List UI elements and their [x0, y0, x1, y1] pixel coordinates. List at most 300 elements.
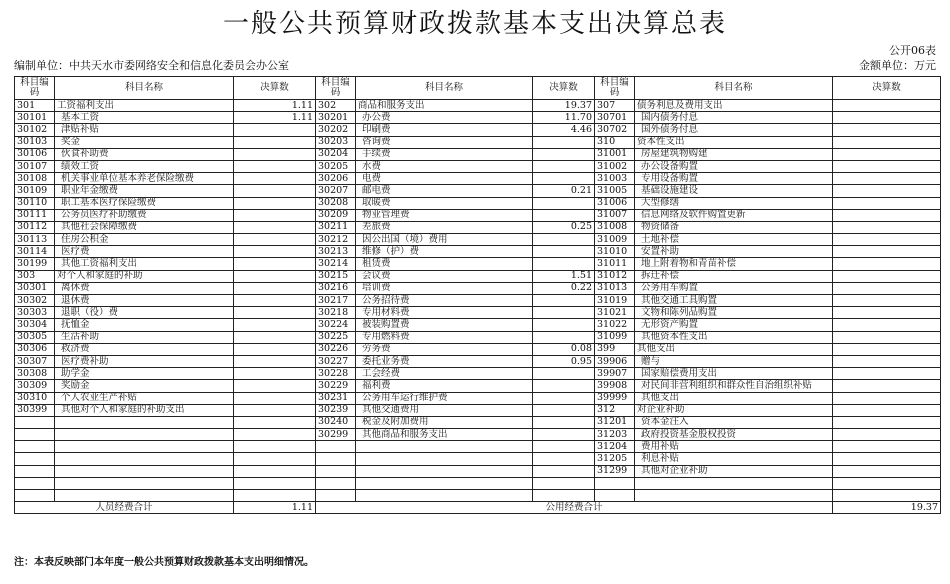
- amount-cell: [533, 380, 595, 392]
- name-cell: [55, 453, 234, 465]
- amount-cell: [833, 258, 941, 270]
- code-cell: 30101: [15, 112, 55, 124]
- amount-cell: [533, 331, 595, 343]
- code-cell: 31203: [595, 429, 635, 441]
- name-cell: 对民间非营利组织和群众性自治组织补贴: [635, 380, 833, 392]
- name-cell: [55, 490, 234, 502]
- code-cell: [316, 465, 356, 477]
- code-cell: 30107: [15, 160, 55, 172]
- name-cell: 手续费: [356, 148, 533, 160]
- code-cell: [15, 416, 55, 428]
- code-cell: 30199: [15, 258, 55, 270]
- amount-cell: [533, 319, 595, 331]
- amount-cell: [833, 160, 941, 172]
- amount-cell: [533, 465, 595, 477]
- header-code-2: 科目编码: [316, 77, 356, 100]
- amount-cell: [234, 234, 316, 246]
- name-cell: [356, 465, 533, 477]
- code-cell: 39999: [595, 392, 635, 404]
- amount-cell: [234, 185, 316, 197]
- amount-unit-label: 金额单位：万元: [859, 59, 936, 72]
- code-cell: 31022: [595, 319, 635, 331]
- code-cell: 303: [15, 270, 55, 282]
- header-amount-3: 决算数: [833, 77, 941, 100]
- name-cell: 基本工资: [55, 112, 234, 124]
- amount-cell: [234, 307, 316, 319]
- name-cell: 办公费: [356, 112, 533, 124]
- amount-cell: [833, 197, 941, 209]
- amount-cell: 1.11: [234, 112, 316, 124]
- amount-cell: [833, 173, 941, 185]
- amount-cell: [234, 368, 316, 380]
- code-cell: 30111: [15, 209, 55, 221]
- name-cell: 津贴补贴: [55, 124, 234, 136]
- public-total-amount: 19.37: [833, 502, 941, 514]
- name-cell: 个人农业生产补贴: [55, 392, 234, 404]
- amount-cell: [234, 197, 316, 209]
- table-row: [15, 465, 941, 477]
- table-row: [15, 380, 941, 392]
- name-cell: 退职（役）费: [55, 307, 234, 319]
- name-cell: 绩效工资: [55, 160, 234, 172]
- code-cell: 30206: [316, 173, 356, 185]
- header-name-1: 科目名称: [55, 77, 234, 100]
- header-amount-2: 决算数: [533, 77, 595, 100]
- table-row: [15, 112, 941, 124]
- amount-cell: [533, 404, 595, 416]
- amount-cell: [833, 319, 941, 331]
- amount-cell: [833, 429, 941, 441]
- name-cell: 房屋建筑物购建: [635, 148, 833, 160]
- code-cell: 31001: [595, 148, 635, 160]
- amount-cell: [234, 124, 316, 136]
- code-cell: 31204: [595, 441, 635, 453]
- code-cell: 30304: [15, 319, 55, 331]
- name-cell: 对企业补助: [635, 404, 833, 416]
- name-cell: 物业管理费: [356, 209, 533, 221]
- name-cell: 工资福利支出: [55, 100, 234, 112]
- code-cell: 30203: [316, 136, 356, 148]
- code-cell: 31011: [595, 258, 635, 270]
- code-cell: 30227: [316, 355, 356, 367]
- name-cell: 劳务费: [356, 343, 533, 355]
- table-row: [15, 307, 941, 319]
- table-row: [15, 136, 941, 148]
- name-cell: 救济费: [55, 343, 234, 355]
- code-cell: 30216: [316, 282, 356, 294]
- amount-cell: [833, 100, 941, 112]
- code-cell: 30305: [15, 331, 55, 343]
- code-cell: 30226: [316, 343, 356, 355]
- name-cell: 抚恤金: [55, 319, 234, 331]
- name-cell: 维修（护）费: [356, 246, 533, 258]
- amount-cell: [833, 136, 941, 148]
- table-row: [15, 355, 941, 367]
- code-cell: [595, 477, 635, 489]
- code-cell: 30209: [316, 209, 356, 221]
- code-cell: 30303: [15, 307, 55, 319]
- code-cell: 31019: [595, 295, 635, 307]
- code-cell: 399: [595, 343, 635, 355]
- code-cell: 30102: [15, 124, 55, 136]
- name-cell: 公务用车购置: [635, 282, 833, 294]
- amount-cell: [833, 416, 941, 428]
- amount-cell: [833, 124, 941, 136]
- name-cell: 办公设备购置: [635, 160, 833, 172]
- amount-cell: [234, 148, 316, 160]
- table-row: [15, 246, 941, 258]
- table-row: [15, 343, 941, 355]
- code-cell: 30202: [316, 124, 356, 136]
- amount-cell: [234, 477, 316, 489]
- name-cell: 其他对个人和家庭的补助支出: [55, 404, 234, 416]
- name-cell: [55, 477, 234, 489]
- name-cell: [55, 465, 234, 477]
- code-cell: 30224: [316, 319, 356, 331]
- table-row: [15, 185, 941, 197]
- code-cell: 31010: [595, 246, 635, 258]
- amount-cell: [234, 246, 316, 258]
- amount-cell: [234, 404, 316, 416]
- name-cell: 被装购置费: [356, 319, 533, 331]
- amount-cell: [234, 453, 316, 465]
- code-cell: 31005: [595, 185, 635, 197]
- name-cell: 其他交通费用: [356, 404, 533, 416]
- table-row: [15, 270, 941, 282]
- amount-cell: [234, 173, 316, 185]
- amount-cell: [533, 173, 595, 185]
- code-cell: 30310: [15, 392, 55, 404]
- name-cell: 税金及附加费用: [356, 416, 533, 428]
- amount-cell: [533, 160, 595, 172]
- amount-cell: [833, 246, 941, 258]
- amount-cell: [833, 380, 941, 392]
- name-cell: 利息补贴: [635, 453, 833, 465]
- name-cell: 医疗费补助: [55, 355, 234, 367]
- amount-cell: [234, 416, 316, 428]
- name-cell: 职业年金缴费: [55, 185, 234, 197]
- name-cell: 对个人和家庭的补助: [55, 270, 234, 282]
- name-cell: [635, 490, 833, 502]
- name-cell: 电费: [356, 173, 533, 185]
- code-cell: 30308: [15, 368, 55, 380]
- table-row: [15, 429, 941, 441]
- amount-cell: [833, 368, 941, 380]
- name-cell: 公务招待费: [356, 295, 533, 307]
- amount-cell: [234, 160, 316, 172]
- code-cell: 39908: [595, 380, 635, 392]
- header-name-3: 科目名称: [635, 77, 833, 100]
- name-cell: 安置补助: [635, 246, 833, 258]
- code-cell: 30307: [15, 355, 55, 367]
- name-cell: [356, 453, 533, 465]
- name-cell: 土地补偿: [635, 234, 833, 246]
- amount-cell: [234, 343, 316, 355]
- name-cell: 邮电费: [356, 185, 533, 197]
- code-cell: 30702: [595, 124, 635, 136]
- amount-cell: 0.95: [533, 355, 595, 367]
- amount-cell: [833, 148, 941, 160]
- amount-cell: [533, 368, 595, 380]
- table-row: [15, 234, 941, 246]
- table-note: 注：本表反映部门本年度一般公共预算财政拨款基本支出明细情况。: [14, 557, 314, 568]
- name-cell: 公务用车运行维护费: [356, 392, 533, 404]
- code-cell: [15, 429, 55, 441]
- amount-cell: [533, 258, 595, 270]
- amount-cell: [533, 453, 595, 465]
- code-cell: 31007: [595, 209, 635, 221]
- code-cell: [595, 490, 635, 502]
- amount-cell: [833, 295, 941, 307]
- header-name-2: 科目名称: [356, 77, 533, 100]
- amount-cell: [234, 258, 316, 270]
- amount-cell: 11.70: [533, 112, 595, 124]
- amount-cell: 0.21: [533, 185, 595, 197]
- code-cell: 30211: [316, 221, 356, 233]
- name-cell: [55, 416, 234, 428]
- table-row: [15, 148, 941, 160]
- amount-cell: [234, 355, 316, 367]
- name-cell: 会议费: [356, 270, 533, 282]
- code-cell: 312: [595, 404, 635, 416]
- name-cell: [55, 429, 234, 441]
- name-cell: 国内债务付息: [635, 112, 833, 124]
- name-cell: 无形资产购置: [635, 319, 833, 331]
- amount-cell: [533, 209, 595, 221]
- code-cell: 30214: [316, 258, 356, 270]
- amount-cell: [833, 221, 941, 233]
- amount-cell: [234, 270, 316, 282]
- amount-cell: [833, 112, 941, 124]
- code-cell: 30229: [316, 380, 356, 392]
- table-row: [15, 295, 941, 307]
- form-code: 公开06表: [889, 44, 936, 57]
- name-cell: 资本金注入: [635, 416, 833, 428]
- amount-cell: [833, 331, 941, 343]
- name-cell: 其他资本性支出: [635, 331, 833, 343]
- name-cell: 基础设施建设: [635, 185, 833, 197]
- amount-cell: [234, 209, 316, 221]
- code-cell: [316, 453, 356, 465]
- code-cell: 39906: [595, 355, 635, 367]
- name-cell: 福利费: [356, 380, 533, 392]
- code-cell: 31021: [595, 307, 635, 319]
- table-row: [15, 221, 941, 233]
- code-cell: 301: [15, 100, 55, 112]
- amount-cell: [234, 441, 316, 453]
- table-row: [15, 173, 941, 185]
- table-row: [15, 282, 941, 294]
- name-cell: 其他支出: [635, 392, 833, 404]
- amount-cell: [533, 234, 595, 246]
- page-title: 一般公共预算财政拨款基本支出决算总表: [222, 9, 727, 39]
- code-cell: 31003: [595, 173, 635, 185]
- name-cell: 其他支出: [635, 343, 833, 355]
- table-row: [15, 441, 941, 453]
- amount-cell: 0.08: [533, 343, 595, 355]
- name-cell: 退休费: [55, 295, 234, 307]
- code-cell: 30110: [15, 197, 55, 209]
- table-header-row: [15, 77, 941, 100]
- personnel-total-amount: 1.11: [234, 502, 316, 514]
- amount-cell: 0.25: [533, 221, 595, 233]
- table-row: [15, 258, 941, 270]
- table-row: [15, 319, 941, 331]
- name-cell: 商品和服务支出: [356, 100, 533, 112]
- amount-cell: [833, 477, 941, 489]
- amount-cell: [533, 392, 595, 404]
- header-code-1: 科目编码: [15, 77, 55, 100]
- name-cell: 其他社会保障缴费: [55, 221, 234, 233]
- organization-label: 编制单位：中共天水市委网络安全和信息化委员会办公室: [14, 59, 289, 72]
- name-cell: 债务利息及费用支出: [635, 100, 833, 112]
- code-cell: 302: [316, 100, 356, 112]
- name-cell: 生活补助: [55, 331, 234, 343]
- table-row: [15, 490, 941, 502]
- name-cell: [356, 441, 533, 453]
- code-cell: 307: [595, 100, 635, 112]
- name-cell: 差旅费: [356, 221, 533, 233]
- code-cell: 30309: [15, 380, 55, 392]
- code-cell: [15, 490, 55, 502]
- name-cell: 费用补贴: [635, 441, 833, 453]
- code-cell: 30225: [316, 331, 356, 343]
- code-cell: 30301: [15, 282, 55, 294]
- amount-cell: [833, 234, 941, 246]
- code-cell: 30239: [316, 404, 356, 416]
- name-cell: 住房公积金: [55, 234, 234, 246]
- amount-cell: [833, 185, 941, 197]
- name-cell: 奖励金: [55, 380, 234, 392]
- code-cell: 30231: [316, 392, 356, 404]
- amount-cell: [234, 295, 316, 307]
- name-cell: 离休费: [55, 282, 234, 294]
- code-cell: 30103: [15, 136, 55, 148]
- code-cell: 30212: [316, 234, 356, 246]
- amount-cell: [833, 392, 941, 404]
- code-cell: 310: [595, 136, 635, 148]
- table-row: [15, 453, 941, 465]
- amount-cell: 1.51: [533, 270, 595, 282]
- code-cell: 31201: [595, 416, 635, 428]
- table-row: [15, 416, 941, 428]
- name-cell: 专用设备购置: [635, 173, 833, 185]
- code-cell: [15, 441, 55, 453]
- name-cell: 其他交通工具购置: [635, 295, 833, 307]
- name-cell: 伙食补助费: [55, 148, 234, 160]
- amount-cell: [833, 453, 941, 465]
- code-cell: 30201: [316, 112, 356, 124]
- name-cell: 国家赔偿费用支出: [635, 368, 833, 380]
- header-amount-1: 决算数: [234, 77, 316, 100]
- name-cell: 国外债务付息: [635, 124, 833, 136]
- name-cell: 专用材料费: [356, 307, 533, 319]
- amount-cell: [234, 429, 316, 441]
- name-cell: 其他工资福利支出: [55, 258, 234, 270]
- amount-cell: [833, 343, 941, 355]
- amount-cell: 19.37: [533, 100, 595, 112]
- name-cell: 文物和陈列品购置: [635, 307, 833, 319]
- code-cell: 31299: [595, 465, 635, 477]
- amount-cell: [533, 246, 595, 258]
- code-cell: 30204: [316, 148, 356, 160]
- name-cell: 机关事业单位基本养老保险缴费: [55, 173, 234, 185]
- name-cell: 其他商品和服务支出: [356, 429, 533, 441]
- amount-cell: [533, 441, 595, 453]
- amount-cell: [234, 282, 316, 294]
- name-cell: 工会经费: [356, 368, 533, 380]
- amount-cell: 4.46: [533, 124, 595, 136]
- code-cell: [15, 477, 55, 489]
- code-cell: [316, 477, 356, 489]
- name-cell: 租赁费: [356, 258, 533, 270]
- code-cell: 30399: [15, 404, 55, 416]
- table-row: [15, 477, 941, 489]
- amount-cell: 1.11: [234, 100, 316, 112]
- header-code-3: 科目编码: [595, 77, 635, 100]
- code-cell: [15, 465, 55, 477]
- amount-cell: [234, 221, 316, 233]
- code-cell: 31099: [595, 331, 635, 343]
- amount-cell: [533, 136, 595, 148]
- name-cell: 地上附着物和青苗补偿: [635, 258, 833, 270]
- amount-cell: [533, 307, 595, 319]
- amount-cell: [833, 282, 941, 294]
- code-cell: 30701: [595, 112, 635, 124]
- name-cell: 奖金: [55, 136, 234, 148]
- personnel-total-label: 人员经费合计: [15, 502, 234, 514]
- name-cell: 职工基本医疗保险缴费: [55, 197, 234, 209]
- name-cell: 物资储备: [635, 221, 833, 233]
- amount-cell: [533, 490, 595, 502]
- name-cell: 取暖费: [356, 197, 533, 209]
- amount-cell: [533, 197, 595, 209]
- name-cell: 政府投资基金股权投资: [635, 429, 833, 441]
- name-cell: 其他对企业补助: [635, 465, 833, 477]
- name-cell: 公务员医疗补助缴费: [55, 209, 234, 221]
- name-cell: 大型修缮: [635, 197, 833, 209]
- code-cell: 31012: [595, 270, 635, 282]
- code-cell: 30114: [15, 246, 55, 258]
- code-cell: 31008: [595, 221, 635, 233]
- code-cell: 30208: [316, 197, 356, 209]
- name-cell: 专用燃料费: [356, 331, 533, 343]
- table-row: [15, 392, 941, 404]
- table-row: [15, 197, 941, 209]
- code-cell: 31009: [595, 234, 635, 246]
- code-cell: 30109: [15, 185, 55, 197]
- amount-cell: [234, 392, 316, 404]
- code-cell: 30218: [316, 307, 356, 319]
- amount-cell: [533, 477, 595, 489]
- name-cell: 培训费: [356, 282, 533, 294]
- amount-cell: [833, 465, 941, 477]
- amount-cell: [234, 465, 316, 477]
- table-row: [15, 404, 941, 416]
- amount-cell: [833, 355, 941, 367]
- code-cell: 30306: [15, 343, 55, 355]
- totals-row: [15, 502, 941, 514]
- code-cell: 39907: [595, 368, 635, 380]
- amount-cell: [533, 416, 595, 428]
- code-cell: 30112: [15, 221, 55, 233]
- name-cell: 因公出国（境）费用: [356, 234, 533, 246]
- code-cell: 30113: [15, 234, 55, 246]
- amount-cell: [833, 404, 941, 416]
- table-row: [15, 331, 941, 343]
- name-cell: 助学金: [55, 368, 234, 380]
- code-cell: 30302: [15, 295, 55, 307]
